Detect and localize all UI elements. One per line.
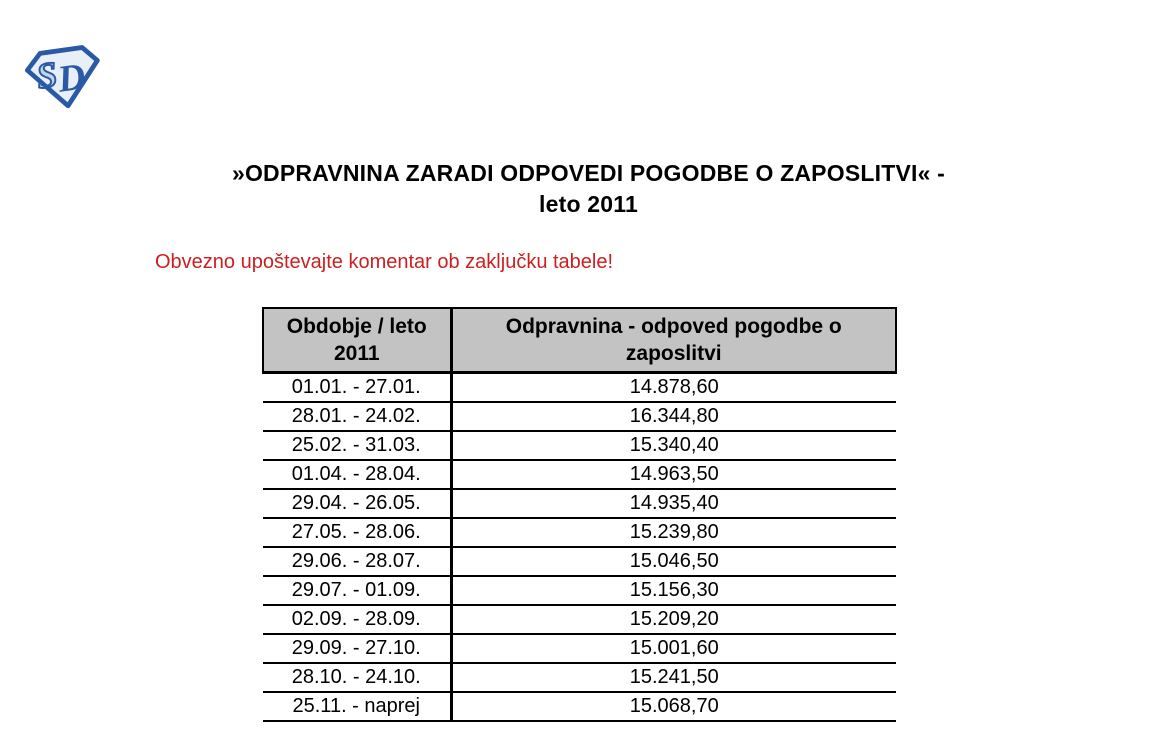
- period-cell: 01.04. - 28.04.: [263, 460, 451, 489]
- value-cell: 15.209,20: [451, 605, 896, 634]
- period-cell: 29.06. - 28.07.: [263, 547, 451, 576]
- value-cell: 15.239,80: [451, 518, 896, 547]
- table-row: [263, 605, 896, 634]
- value-cell: 16.344,80: [451, 402, 896, 431]
- period-cell: 25.11. - naprej: [263, 692, 451, 721]
- value-cell: 15.001,60: [451, 634, 896, 663]
- period-cell: 29.07. - 01.09.: [263, 576, 451, 605]
- severance-table: [262, 307, 897, 722]
- value-cell: 15.241,50: [451, 663, 896, 692]
- table-row: [263, 634, 896, 663]
- table-row: [263, 489, 896, 518]
- period-cell: 01.01. - 27.01.: [263, 373, 451, 403]
- sd-logo: [24, 44, 104, 110]
- period-cell: 02.09. - 28.09.: [263, 605, 451, 634]
- period-cell: 29.04. - 26.05.: [263, 489, 451, 518]
- table-row: [263, 402, 896, 431]
- value-cell: 14.963,50: [451, 460, 896, 489]
- table-row: [263, 518, 896, 547]
- value-cell: 15.156,30: [451, 576, 896, 605]
- value-cell: 15.046,50: [451, 547, 896, 576]
- period-cell: 28.01. - 24.02.: [263, 402, 451, 431]
- table-row: [263, 373, 896, 403]
- title-line-2: leto 2011: [539, 191, 638, 217]
- header-value: Odpravnina - odpoved pogodbe o zaposlitvi: [451, 308, 896, 373]
- period-cell: 27.05. - 28.06.: [263, 518, 451, 547]
- table-body: [263, 373, 896, 722]
- page-title: [20, 158, 1157, 220]
- value-cell: 14.878,60: [451, 373, 896, 403]
- notice-text: Obvezno upoštevajte komentar ob zaključku tabele!: [155, 251, 614, 273]
- table-row: [263, 460, 896, 489]
- title-line-1: »ODPRAVNINA ZARADI ODPOVEDI POGODBE O ZAPOSLITVI« -: [231, 160, 946, 186]
- table-header-row: [263, 308, 896, 373]
- table-row: [263, 692, 896, 721]
- header-period: Obdobje / leto 2011: [263, 308, 451, 373]
- period-cell: 28.10. - 24.10.: [263, 663, 451, 692]
- table-row: [263, 663, 896, 692]
- table-row: [263, 547, 896, 576]
- value-cell: 15.340,40: [451, 431, 896, 460]
- table-row: [263, 576, 896, 605]
- svg-text:D: D: [55, 55, 88, 101]
- svg-text:S: S: [34, 54, 60, 97]
- sd-diamond-icon: [24, 44, 104, 110]
- table-row: [263, 431, 896, 460]
- value-cell: 14.935,40: [451, 489, 896, 518]
- period-cell: 25.02. - 31.03.: [263, 431, 451, 460]
- period-cell: 29.09. - 27.10.: [263, 634, 451, 663]
- value-cell: 15.068,70: [451, 692, 896, 721]
